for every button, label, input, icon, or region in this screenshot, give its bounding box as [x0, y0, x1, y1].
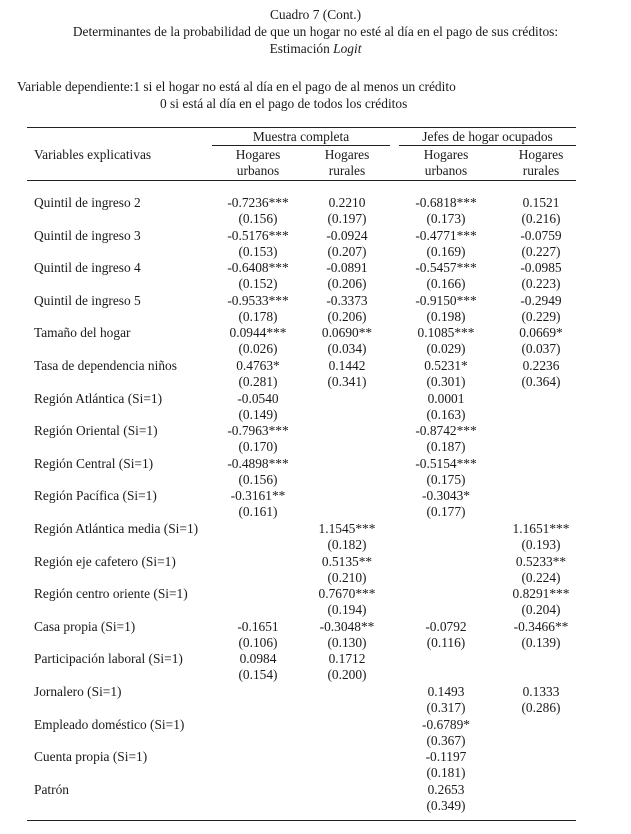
coefficient-cell: -0.5154***: [415, 455, 477, 471]
coefficient-cell: -0.8742***: [415, 423, 477, 439]
standard-error-cell: (0.193): [521, 536, 561, 552]
row-label: Quintil de ingreso 5: [34, 292, 141, 308]
coefficient-cell: -0.9150***: [415, 292, 477, 308]
table-row: [0, 554, 631, 587]
coefficient-cell: 0.0001: [427, 390, 465, 406]
table-row: [0, 717, 631, 750]
coefficient-cell: -0.3048**: [319, 618, 375, 634]
coefficient-cell: -0.4771***: [415, 227, 477, 243]
column-header-line2: urbanos: [236, 163, 280, 178]
coefficient-cell: -0.0792: [425, 618, 467, 634]
coefficient-cell: 1.1651***: [512, 520, 570, 536]
row-label: Región Central (Si=1): [34, 455, 154, 471]
row-label: Patrón: [34, 781, 69, 797]
coefficient-cell: 0.4763*: [236, 357, 280, 373]
coefficient-cell: -0.0891: [326, 260, 368, 276]
table-title: Determinantes de la probabilidad de que un hogar no esté al día en el pago de sus créditos:: [72, 24, 559, 39]
table-row: [0, 456, 631, 489]
table-top-rule: [27, 127, 576, 128]
column-header-line2: rurales: [328, 163, 366, 178]
column-header: [213, 147, 303, 179]
column-header-line1: Hogares: [324, 147, 370, 162]
standard-error-cell: (0.106): [238, 634, 278, 650]
table-row: [0, 293, 631, 326]
table-bottom-rule: [27, 820, 576, 821]
standard-error-cell: (0.161): [238, 504, 278, 520]
standard-error-cell: (0.204): [521, 602, 561, 618]
coefficient-cell: 0.7670***: [318, 586, 376, 602]
standard-error-cell: (0.317): [426, 699, 466, 715]
row-label: Tasa de dependencia niños: [34, 357, 177, 373]
standard-error-cell: (0.170): [238, 439, 278, 455]
column-header-line1: Hogares: [235, 147, 281, 162]
standard-error-cell: (0.367): [426, 732, 466, 748]
coefficient-cell: -0.3161**: [230, 488, 286, 504]
standard-error-cell: (0.173): [426, 211, 466, 226]
standard-error-cell: (0.177): [426, 504, 466, 520]
coefficient-cell: -0.7963***: [227, 423, 289, 439]
coefficient-cell: -0.5176***: [227, 227, 289, 243]
coefficient-cell: 0.2236: [522, 357, 560, 373]
standard-error-cell: (0.223): [521, 276, 561, 292]
table-row: [0, 782, 631, 815]
variables-header: Variables explicativas: [34, 147, 152, 162]
table-number: Cuadro 7 (Cont.): [269, 7, 362, 22]
coefficient-cell: 0.5231*: [424, 357, 468, 373]
standard-error-cell: (0.169): [426, 243, 466, 259]
standard-error-cell: (0.182): [327, 536, 367, 552]
row-label: Tamaño del hogar: [34, 325, 131, 341]
standard-error-cell: (0.166): [426, 276, 466, 292]
standard-error-cell: (0.130): [327, 634, 367, 650]
table-subtitle: [0, 41, 631, 57]
standard-error-cell: (0.194): [327, 602, 367, 618]
standard-error-cell: (0.349): [426, 797, 466, 813]
coefficient-cell: 0.1521: [522, 195, 560, 210]
standard-error-cell: (0.229): [521, 308, 561, 324]
row-label: Región centro oriente (Si=1): [34, 586, 188, 602]
standard-error-cell: (0.200): [327, 667, 367, 683]
coefficient-cell: -0.4898***: [227, 455, 289, 471]
column-header-line2: urbanos: [424, 163, 468, 178]
standard-error-cell: (0.301): [426, 373, 466, 389]
table-row: [0, 260, 631, 293]
standard-error-cell: (0.156): [238, 471, 278, 487]
table-row: [0, 325, 631, 358]
coefficient-cell: 0.0944***: [229, 325, 287, 341]
row-label: Región Atlántica media (Si=1): [34, 520, 199, 536]
standard-error-cell: (0.175): [426, 471, 466, 487]
group-header-muestra-completa: Muestra completa: [252, 129, 350, 144]
coefficient-cell: -0.3043*: [422, 488, 470, 504]
coefficient-cell: -0.5457***: [415, 260, 477, 276]
coefficient-cell: 0.8291***: [512, 586, 570, 602]
row-label: Empleado doméstico (Si=1): [34, 716, 185, 732]
row-label: Quintil de ingreso 4: [34, 260, 141, 276]
coefficient-cell: 0.1333: [522, 683, 560, 699]
coefficient-cell: -0.6408***: [227, 260, 289, 276]
standard-error-cell: (0.034): [327, 341, 367, 357]
standard-error-cell: (0.207): [327, 243, 367, 259]
coefficient-cell: -0.3373: [326, 292, 368, 308]
standard-error-cell: (0.154): [238, 667, 278, 683]
dependent-variable-line2: 0 si está al día en el pago de todos los créditos: [160, 96, 408, 111]
standard-error-cell: (0.156): [238, 211, 278, 226]
coefficient-cell: -0.1197: [425, 749, 467, 765]
column-header: [496, 147, 586, 179]
coefficient-cell: 0.1085***: [417, 325, 475, 341]
group-rule-2: [399, 145, 576, 146]
subtitle-prefix: Estimación: [269, 41, 334, 56]
coefficient-cell: -0.0759: [520, 227, 562, 243]
coefficient-cell: 0.0984: [239, 651, 277, 667]
standard-error-cell: (0.206): [327, 276, 367, 292]
standard-error-cell: (0.181): [426, 765, 466, 781]
standard-error-cell: (0.116): [426, 634, 466, 650]
table-row: [0, 521, 631, 554]
table-row: [0, 358, 631, 391]
coefficient-cell: 0.1712: [328, 651, 366, 667]
coefficient-cell: -0.6818***: [415, 195, 477, 210]
standard-error-cell: (0.187): [426, 439, 466, 455]
table-row: [0, 423, 631, 456]
standard-error-cell: (0.206): [327, 308, 367, 324]
row-label: Jornalero (Si=1): [34, 683, 122, 699]
coefficient-cell: -0.1651: [237, 618, 279, 634]
standard-error-cell: (0.286): [521, 699, 561, 715]
group-header-jefes-ocupados: Jefes de hogar ocupados: [422, 129, 553, 144]
table-row: [0, 195, 631, 228]
column-header: [302, 147, 392, 179]
subtitle-italic: Logit: [333, 41, 362, 56]
standard-error-cell: (0.037): [521, 341, 561, 357]
coefficient-cell: 0.5233**: [515, 553, 567, 569]
row-label: Región Atlántica (Si=1): [34, 390, 163, 406]
column-header-line1: Hogares: [518, 147, 564, 162]
dependent-variable-line1: Variable dependiente:1 si el hogar no está al día en el pago de al menos un crédito: [17, 79, 456, 94]
table-row: [0, 228, 631, 261]
coefficient-cell: -0.6789*: [422, 716, 470, 732]
row-label: Región Oriental (Si=1): [34, 423, 158, 439]
coefficient-cell: 0.2653: [427, 781, 465, 797]
table-row: [0, 749, 631, 782]
standard-error-cell: (0.026): [238, 341, 278, 357]
table-row: [0, 391, 631, 424]
coefficient-cell: 0.0690**: [321, 325, 373, 341]
row-label: Región eje cafetero (Si=1): [34, 553, 176, 569]
coefficient-cell: 0.2210: [328, 195, 366, 210]
table-row: [0, 586, 631, 619]
column-header-line1: Hogares: [423, 147, 469, 162]
row-label: Quintil de ingreso 2: [34, 195, 141, 210]
standard-error-cell: (0.139): [521, 634, 561, 650]
row-label: Casa propia (Si=1): [34, 618, 136, 634]
coefficient-cell: -0.7236***: [227, 195, 289, 210]
standard-error-cell: (0.341): [327, 373, 367, 389]
row-label: Región Pacífica (Si=1): [34, 488, 157, 504]
standard-error-cell: (0.216): [521, 211, 561, 226]
coefficient-cell: -0.0985: [520, 260, 562, 276]
coefficient-cell: -0.2949: [520, 292, 562, 308]
standard-error-cell: (0.227): [521, 243, 561, 259]
standard-error-cell: (0.163): [426, 406, 466, 422]
header-bottom-rule: [27, 180, 576, 181]
coefficient-cell: -0.9533***: [227, 292, 289, 308]
column-header: [401, 147, 491, 179]
coefficient-cell: 0.1442: [328, 357, 366, 373]
coefficient-cell: -0.0540: [237, 390, 279, 406]
coefficient-cell: 1.1545***: [318, 520, 376, 536]
row-label: Cuenta propia (Si=1): [34, 749, 148, 765]
coefficient-cell: 0.1493: [427, 683, 465, 699]
coefficient-cell: -0.0924: [326, 227, 368, 243]
table-row: [0, 488, 631, 521]
standard-error-cell: (0.224): [521, 569, 561, 585]
table-row: [0, 684, 631, 717]
table-row: [0, 619, 631, 652]
table-row: [0, 651, 631, 684]
group-rule-1: [212, 145, 390, 146]
standard-error-cell: (0.178): [238, 308, 278, 324]
standard-error-cell: (0.029): [426, 341, 466, 357]
standard-error-cell: (0.364): [521, 373, 561, 389]
row-label: Participación laboral (Si=1): [34, 651, 183, 667]
standard-error-cell: (0.281): [238, 373, 278, 389]
standard-error-cell: (0.198): [426, 308, 466, 324]
standard-error-cell: (0.210): [327, 569, 367, 585]
coefficient-cell: 0.5135**: [321, 553, 373, 569]
row-label: Quintil de ingreso 3: [34, 227, 141, 243]
table-body: [0, 195, 631, 814]
standard-error-cell: (0.197): [327, 211, 367, 226]
standard-error-cell: (0.149): [238, 406, 278, 422]
standard-error-cell: (0.152): [238, 276, 278, 292]
coefficient-cell: 0.0669*: [519, 325, 563, 341]
standard-error-cell: (0.153): [238, 243, 278, 259]
column-header-line2: rurales: [522, 163, 560, 178]
coefficient-cell: -0.3466**: [513, 618, 569, 634]
